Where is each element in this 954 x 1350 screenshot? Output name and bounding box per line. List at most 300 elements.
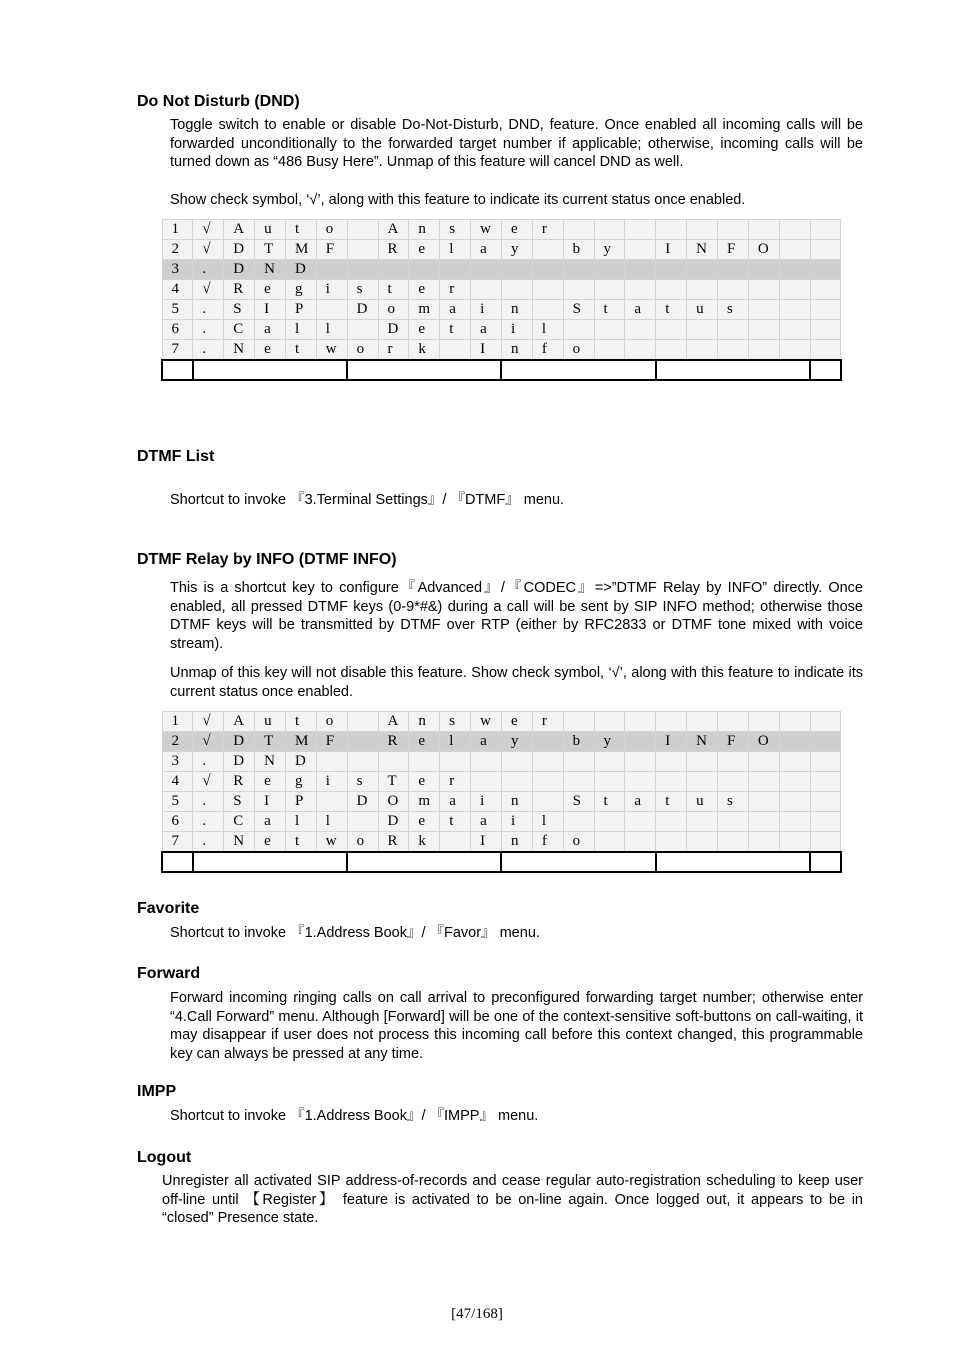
lcd-cell: o [563,832,594,853]
lcd-row [162,812,841,832]
lcd-cell [687,260,718,280]
lcd-cell [594,340,625,361]
dnd-description: Toggle switch to enable or disable Do-Not-Disturb, DND, feature. Once enabled all incoming calls will be forwarded unconditionally to the forwarded target number if applicable; otherwise, incoming calls will be turned down as “486 Busy Here”. Unmap of this feature will cancel DND as well. [170,117,863,170]
lcd-cell: o [378,300,409,320]
lcd-cell: s [717,792,748,812]
lcd-cell [316,300,347,320]
lcd-softkey [501,852,655,872]
section-title-favorite: Favorite [137,900,200,917]
lcd-cell [748,280,779,300]
lcd-cell [779,832,810,853]
lcd-cell [532,752,563,772]
lcd-cell [810,240,841,260]
lcd-cell: e [501,220,532,240]
lcd-cell: r [378,340,409,361]
lcd-cell [779,240,810,260]
lcd-cell: O [748,240,779,260]
lcd-cell: r [440,772,471,792]
lcd-cell: 2 [162,240,193,260]
lcd-cell: l [316,812,347,832]
lcd-cell: I [656,240,687,260]
lcd-cell [316,792,347,812]
lcd-cell [748,772,779,792]
lcd-cell [563,260,594,280]
forward-description: Forward incoming ringing calls on call arrival to preconfigured forwarding target number; otherwise enter “4.Call Forward” menu. Although [Forward] will be one of the context-sensitive soft-buttons on call-waiting, it may disappear if user does not process this incoming call before this context changed, this programmable key can always be pressed at any time. [170,990,863,1062]
lcd-cell: e [409,772,440,792]
lcd-cell: P [285,792,316,812]
lcd-cell: b [563,240,594,260]
lcd-cell: a [440,792,471,812]
lcd-cell [717,812,748,832]
lcd-cell: a [625,300,656,320]
lcd-cell [440,260,471,280]
lcd-cell: . [193,260,224,280]
lcd-cell: l [285,320,316,340]
lcd-cell [625,220,656,240]
lcd-cell [779,320,810,340]
lcd-cell [779,220,810,240]
lcd-row [162,832,841,853]
lcd-cell [656,752,687,772]
lcd-cell: e [501,712,532,732]
lcd-cell [779,792,810,812]
lcd-cell [501,260,532,280]
lcd-cell [810,220,841,240]
lcd-cell: o [316,712,347,732]
lcd-cell: t [285,340,316,361]
lcd-cell [594,832,625,853]
lcd-cell: s [347,772,378,792]
lcd-cell: a [625,792,656,812]
lcd-cell [594,260,625,280]
lcd-cell: . [193,340,224,361]
lcd-cell: D [285,260,316,280]
lcd-cell [717,340,748,361]
lcd-cell [687,320,718,340]
lcd-cell [687,712,718,732]
lcd-cell: e [255,832,286,853]
lcd-cell [378,260,409,280]
lcd-cell [501,772,532,792]
lcd-cell [625,280,656,300]
lcd-cell: D [224,240,255,260]
lcd-cell: 1 [162,712,193,732]
lcd-cell [501,752,532,772]
lcd-cell [717,752,748,772]
lcd-cell: D [285,752,316,772]
lcd-cell [748,792,779,812]
lcd-cell: n [501,792,532,812]
lcd-cell: F [316,240,347,260]
lcd-cell: k [409,340,440,361]
lcd-row [162,712,841,732]
lcd-cell: u [687,300,718,320]
lcd-cell: I [656,732,687,752]
lcd-cell [625,712,656,732]
lcd-cell: b [563,732,594,752]
lcd-cell [347,732,378,752]
lcd-cell [779,772,810,792]
lcd-cell: . [193,300,224,320]
lcd-row [162,280,841,300]
lcd-cell: w [471,220,502,240]
lcd-cell [748,300,779,320]
lcd-cell: t [285,220,316,240]
lcd-cell [717,772,748,792]
lcd-cell: l [316,320,347,340]
lcd-cell [810,772,841,792]
lcd-row [162,300,841,320]
lcd-cell: u [255,220,286,240]
lcd-cell [656,220,687,240]
lcd-cell: l [532,320,563,340]
lcd-cell: a [471,320,502,340]
lcd-cell: t [378,280,409,300]
lcd-cell: 7 [162,832,193,853]
lcd-cell: r [440,280,471,300]
lcd-cell: s [440,220,471,240]
lcd-cell: C [224,812,255,832]
lcd-cell [810,732,841,752]
lcd-cell: √ [193,280,224,300]
lcd-cell [378,752,409,772]
lcd-cell [625,320,656,340]
lcd-cell [748,752,779,772]
lcd-cell [594,752,625,772]
lcd-cell [779,732,810,752]
section-title-dnd: Do Not Disturb (DND) [137,93,300,110]
lcd-cell: 6 [162,812,193,832]
lcd-cell [563,280,594,300]
lcd-cell: √ [193,240,224,260]
lcd-softkey [347,360,501,380]
section-title-logout: Logout [137,1149,192,1166]
lcd-cell: i [471,792,502,812]
lcd-cell [717,712,748,732]
lcd-row [162,752,841,772]
lcd-cell: 7 [162,340,193,361]
lcd-cell [779,280,810,300]
lcd-cell [563,772,594,792]
lcd-cell [625,240,656,260]
section-title-dtmf-list: DTMF List [137,448,215,465]
lcd-cell: D [378,320,409,340]
lcd-cell: l [285,812,316,832]
lcd-cell [532,772,563,792]
lcd-cell: P [285,300,316,320]
lcd-cell: r [532,712,563,732]
lcd-row [162,220,841,240]
lcd-cell [563,752,594,772]
lcd-cell: R [224,772,255,792]
lcd-cell: n [409,220,440,240]
lcd-cell [687,220,718,240]
lcd-softkey [162,360,193,380]
lcd-cell: √ [193,772,224,792]
lcd-cell: O [748,732,779,752]
lcd-cell [347,260,378,280]
lcd-cell: I [471,832,502,853]
lcd-cell: a [440,300,471,320]
lcd-cell [347,752,378,772]
lcd-cell: k [409,832,440,853]
lcd-softkey [347,852,501,872]
lcd-cell [347,240,378,260]
lcd-cell [347,320,378,340]
lcd-cell: u [687,792,718,812]
lcd-cell [440,752,471,772]
lcd-softkey [162,852,193,872]
lcd-cell [687,752,718,772]
lcd-cell: e [409,280,440,300]
lcd-row [162,792,841,812]
lcd-cell: 6 [162,320,193,340]
lcd-cell: s [717,300,748,320]
lcd-cell [810,320,841,340]
lcd-cell: R [224,280,255,300]
lcd-cell [656,320,687,340]
lcd-cell: y [594,732,625,752]
lcd-cell [409,260,440,280]
lcd-cell: y [594,240,625,260]
dtmf-info-check-note: Unmap of this key will not disable this feature. Show check symbol, ‘√’, along with this feature to indicate its current status once enabled. [170,665,863,700]
lcd-cell [687,832,718,853]
lcd-row [162,772,841,792]
lcd-cell: I [471,340,502,361]
lcd-cell [440,340,471,361]
lcd-cell [717,832,748,853]
lcd-cell: 1 [162,220,193,240]
lcd-cell [656,812,687,832]
lcd-cell: N [255,752,286,772]
lcd-cell [748,340,779,361]
lcd-cell [594,280,625,300]
lcd-row [162,732,841,752]
impp-description: Shortcut to invoke 『1.Address Book』/ 『IMPP』 menu. [170,1108,539,1124]
lcd-cell: s [440,712,471,732]
lcd-cell: D [378,812,409,832]
lcd-cell: a [471,732,502,752]
lcd-cell: w [316,832,347,853]
lcd-cell [316,260,347,280]
lcd-cell [532,260,563,280]
lcd-cell [347,220,378,240]
lcd-cell [594,320,625,340]
lcd-cell [779,812,810,832]
lcd-cell: o [347,340,378,361]
lcd-cell: l [440,240,471,260]
lcd-cell [656,280,687,300]
lcd-cell: N [224,832,255,853]
lcd-cell: e [409,240,440,260]
lcd-cell: n [501,340,532,361]
lcd-cell: √ [193,220,224,240]
lcd-cell: C [224,320,255,340]
lcd-cell: A [224,712,255,732]
lcd-cell [594,712,625,732]
lcd-cell [532,732,563,752]
lcd-cell [687,812,718,832]
lcd-cell [625,812,656,832]
lcd-cell [440,832,471,853]
lcd-cell: M [285,240,316,260]
lcd-cell: e [255,772,286,792]
lcd-cell [625,752,656,772]
lcd-softkey [810,360,841,380]
favorite-description: Shortcut to invoke 『1.Address Book』/ 『Favor』 menu. [170,925,540,941]
lcd-cell [347,712,378,732]
lcd-cell [810,712,841,732]
dnd-check-note: Show check symbol, ‘√’, along with this feature to indicate its current status once enabled. [170,192,746,208]
lcd-cell [810,752,841,772]
lcd-cell [748,260,779,280]
dtmf-list-description: Shortcut to invoke 『3.Terminal Settings』/ 『DTMF』 menu. [170,492,565,508]
lcd-cell [594,772,625,792]
lcd-cell: I [255,300,286,320]
lcd-cell: e [409,732,440,752]
lcd-cell: T [255,240,286,260]
lcd-cell [532,240,563,260]
dtmf-info-description: This is a shortcut key to configure『Advanced』/『CODEC』=>”DTMF Relay by INFO” directly. Once enabled, all pressed DTMF keys (0-9*#&) during a call will be sent by SIP INFO method; otherwise those DTMF keys will be transmitted by DTMF over RTP (either by RFC2833 or DTMF tone mixed with voice stream). [170,580,863,652]
lcd-cell [810,280,841,300]
lcd-cell: a [471,240,502,260]
lcd-cell [563,320,594,340]
lcd-softkey [656,360,810,380]
lcd-cell [625,772,656,792]
lcd-cell [471,752,502,772]
lcd-cell: A [378,220,409,240]
lcd-cell: i [501,320,532,340]
lcd-cell: w [316,340,347,361]
lcd-cell [810,812,841,832]
lcd-cell: N [224,340,255,361]
page-number: [47/168] [451,1306,503,1322]
lcd-cell: m [409,792,440,812]
lcd-cell: a [471,812,502,832]
lcd-cell: t [440,812,471,832]
lcd-cell [625,832,656,853]
lcd-cell: N [255,260,286,280]
lcd-cell: t [440,320,471,340]
lcd-cell: D [224,260,255,280]
lcd-cell [532,280,563,300]
lcd-cell: . [193,792,224,812]
lcd-softkey-row [162,852,841,872]
lcd-cell: t [656,792,687,812]
lcd-cell: f [532,832,563,853]
lcd-cell: I [255,792,286,812]
lcd-softkey-row [162,360,841,380]
lcd-cell [532,300,563,320]
lcd-cell: o [563,340,594,361]
lcd-cell: O [378,792,409,812]
lcd-cell: T [255,732,286,752]
lcd-cell: t [285,712,316,732]
lcd-row [162,340,841,361]
lcd-cell [347,812,378,832]
lcd-cell: D [224,732,255,752]
lcd-cell: i [316,280,347,300]
lcd-cell: t [594,300,625,320]
lcd-cell: s [347,280,378,300]
lcd-cell: 3 [162,752,193,772]
lcd-cell [594,220,625,240]
lcd-cell: . [193,832,224,853]
lcd-cell: f [532,340,563,361]
lcd-softkey [656,852,810,872]
lcd-cell: T [378,772,409,792]
lcd-cell [471,772,502,792]
lcd-cell [717,280,748,300]
lcd-cell: M [285,732,316,752]
lcd-cell [316,752,347,772]
lcd-cell: A [224,220,255,240]
lcd-cell: n [409,712,440,732]
lcd-cell: u [255,712,286,732]
lcd-cell [748,712,779,732]
lcd-cell: N [687,240,718,260]
lcd-cell: . [193,752,224,772]
lcd-cell: t [594,792,625,812]
lcd-cell: m [409,300,440,320]
lcd-cell: e [409,320,440,340]
lcd-softkey [501,360,655,380]
lcd-cell [810,792,841,812]
lcd-cell: F [717,240,748,260]
lcd-cell: R [378,732,409,752]
lcd-softkey [193,852,347,872]
lcd-row [162,240,841,260]
lcd-cell [501,280,532,300]
lcd-row [162,320,841,340]
lcd-cell [810,832,841,853]
lcd-cell: 2 [162,732,193,752]
lcd-cell: √ [193,732,224,752]
lcd-cell [656,712,687,732]
lcd-cell [563,712,594,732]
lcd-cell: i [316,772,347,792]
lcd-cell: √ [193,712,224,732]
lcd-cell: S [563,300,594,320]
lcd-cell [748,812,779,832]
lcd-cell [779,300,810,320]
lcd-cell: e [255,280,286,300]
lcd-cell: l [440,732,471,752]
lcd-cell: t [656,300,687,320]
lcd-cell [656,340,687,361]
lcd-menu-table-dtmf-info [161,711,842,873]
lcd-cell [748,320,779,340]
lcd-cell: y [501,240,532,260]
lcd-cell [563,812,594,832]
lcd-cell [471,280,502,300]
lcd-cell: y [501,732,532,752]
lcd-cell [779,340,810,361]
lcd-cell: l [532,812,563,832]
lcd-cell: F [717,732,748,752]
lcd-cell [656,260,687,280]
section-title-impp: IMPP [137,1083,177,1100]
lcd-cell: D [224,752,255,772]
lcd-cell [779,712,810,732]
lcd-cell: F [316,732,347,752]
lcd-cell [717,260,748,280]
lcd-cell [687,340,718,361]
lcd-cell: A [378,712,409,732]
lcd-cell [779,260,810,280]
lcd-cell [625,340,656,361]
lcd-cell: 5 [162,300,193,320]
